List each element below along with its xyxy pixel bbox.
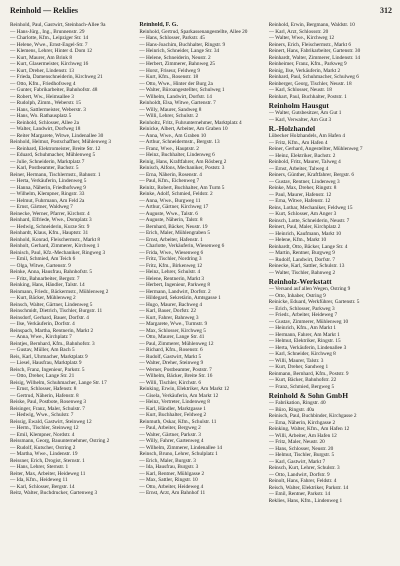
section-heading: Reinhold & Sohn GmbH xyxy=(268,391,349,400)
directory-entry: Reinsch, Bruno, Lehrer, Schulplatz 1 xyxy=(139,451,218,457)
directory-entry: — Hans-Jürg., Ing., Brunnenstr. 29 xyxy=(10,28,85,35)
directory-entry: — Paul, Arbeiter, Bergweg 2 xyxy=(139,425,201,431)
directory-entry: — Hedwig, Wwe., Schulstr. 7 xyxy=(10,412,74,418)
directory-entry: — Büro, Ringstr. 40a xyxy=(268,406,315,413)
directory-entry: — Karl, Gastwirt, Markt 7 xyxy=(268,458,326,465)
directory-entry: — Horst, Friseur, Feldweg 9 xyxy=(139,67,201,74)
directory-entry: — Reinhold, Schlosser, Allee 2a xyxy=(10,119,79,126)
directory-entry: Reinke, Anna, Hausfrau, Bahnhofstr. 5 xyxy=(10,269,93,275)
directory-entry: — Reiter Margarete, Witwe, Lindenallee 30 xyxy=(10,132,104,139)
directory-entry: Reinhart, Paul, Buchhalter, Poststr. 1 xyxy=(268,93,347,100)
directory-entry: Reiners, Erich, Fleischermstr., Markt 6 xyxy=(268,41,352,48)
directory-entry: — Fabrikation, Ringstr. 40 xyxy=(268,400,326,406)
directory-entry: — Martin, Rentner, Burgweg 9 xyxy=(268,250,335,256)
directory-entry: — Erich, Maler, Mühlengraben 5 xyxy=(139,230,211,236)
directory-entry: — Versand auf allen Wegen, Ostring 9 xyxy=(268,286,351,292)
directory-entry: — Martha, Wwe., Lindenstr. 19 xyxy=(10,451,78,457)
directory-entry: Reinmann, Friedr., Bäckermstr., Mühlenweg 2 xyxy=(10,288,109,295)
directory-entry: — Kurt, Bäcker, Bahnhofstr. 22 xyxy=(268,377,337,383)
directory-entry: Reinhardt, Klaus, Kfm., Hauptstr. 31 xyxy=(10,230,89,236)
directory-entry: — Emil, Schmied, Am Teich 6 xyxy=(10,256,76,262)
directory-entry: Reinhold, F. G. xyxy=(139,22,178,28)
directory-entry: — Herbert, Zimmerer, Bahnweg 25 xyxy=(139,61,216,67)
directory-entry: Reins, Lothar, Mechaniker, Feldweg 15 xyxy=(268,204,353,211)
directory-entry: — Auguste, Näherin, Talstr. 8 xyxy=(139,217,203,223)
directory-entry: — Rudolf, Kutscher, Ostring 2 xyxy=(10,444,76,451)
directory-entry: Reinisch, Alfons, Mechaniker, Poststr. 3 xyxy=(139,165,225,171)
directory-entry: Reinsch, Kurt, Lehrer, Schulstr. 3 xyxy=(268,465,340,471)
directory-entry: Reis, Karl, Uhrmacher, Marktplatz 9 xyxy=(10,353,88,360)
directory-entry: — Kurt, Glasermeister, Kirchweg 16 xyxy=(10,61,89,67)
directory-entry: — Kurt, Maurer, Am Brink 8 xyxy=(10,54,73,61)
directory-entry: — Franz, Wwe., Hauptstr. 2 xyxy=(139,145,199,152)
directory-entry: Reiske, Paul, Postbote, Rosenweg 3 xyxy=(10,399,87,405)
directory-entry: — Otto, Wwe., Hinter der Burg 2a xyxy=(139,80,213,87)
directory-entry: — Charlotte, Kfm., Leipziger Str. 14 xyxy=(10,35,89,41)
directory-entry: — Auguste, Wwe., Talstr. 6 xyxy=(139,210,198,217)
directory-entry: — Walter, Büroangestellter, Schulweg 1 xyxy=(139,87,225,93)
directory-entry: — Karl, Postbeamter, Bachstr. 5 xyxy=(10,165,79,171)
directory-entry: Reinking, Erwin, Elektriker, Am Markt 12 xyxy=(139,386,230,392)
directory-entry: — Heinz, Buchhalter, Lindenweg 6 xyxy=(139,152,215,158)
directory-entry: — Helmut, Tischler, Burgstr. 5 xyxy=(268,452,335,458)
entry-columns xyxy=(10,22,392,504)
directory-entry: Reisch, Franz, Ingenieur, Parkstr. 5 xyxy=(10,366,85,373)
section-heading: R.-Holzhandel xyxy=(268,124,316,133)
directory-entry: Reiter, Max, Arbeiter, Heideweg 11 xyxy=(10,470,86,477)
directory-entry: Reissig, Ewald, Gastwirt, Steinweg 12 xyxy=(10,418,92,425)
directory-entry: — Erna, Witwe, Hafenstr. 12 xyxy=(268,198,331,204)
directory-entry: — Gunter, Fabrikarbeiter, Bahnhofstr. 48 xyxy=(10,87,98,93)
directory-entry: — Ernst, Schlosser, Hafenstr. 8 xyxy=(10,386,77,392)
directory-entry: — Hans-Joachim, Buchhalter, Ringstr. 9 xyxy=(139,41,226,48)
directory-entry: — Karl, Schlosser, Bergstr. 14 xyxy=(10,483,75,490)
directory-entry: Reinhold, Gertrud, Sparkassenangestellte, Allee 20 xyxy=(139,28,248,35)
directory-entry: Reinhardt, Otto, Bäcker, Lange Str. 4 xyxy=(268,243,348,250)
directory-entry: — Fritz, Tischler, Nordring 3 xyxy=(139,256,202,262)
directory-entry: — Kurt, Schlosser, Am Anger 3 xyxy=(268,211,337,217)
directory-entry: — Walter, Dreher, Steinweg 9 xyxy=(139,360,204,366)
directory-entry: — Karl, Verwalter, Am Gut 3 xyxy=(268,116,332,123)
directory-entry: Reinking, Hans, Händler, Talstr. 14 xyxy=(10,282,85,288)
directory-entry: — Willi, Tischler, Kirchstr. 6 xyxy=(139,379,202,386)
directory-entry: — Walter, Gärtner, Parkstr. 3 xyxy=(139,431,201,438)
directory-entry: — Willi, Arbeiter, Am Hafen 12 xyxy=(268,432,337,439)
directory-entry: — Hugo, Maurer, Bachweg 4 xyxy=(139,301,203,308)
directory-entry: Reinmuth, Oskar, Kfm., Schulstr. 11 xyxy=(139,418,217,425)
directory-entry: — Heinz, Elektriker, Bachstr. 2 xyxy=(268,152,336,159)
directory-entry: Reinholt, Gerhard, Zimmerer, Kirchweg 1 xyxy=(10,243,100,249)
directory-entry: — Fritz, Kfm., Birkenweg 12 xyxy=(139,262,203,269)
column-2 xyxy=(139,22,262,504)
directory-entry: Reinke, Adolf, Schmied, Feldstr. 2 xyxy=(139,191,213,197)
directory-entry: Reinecke, Karl, Sattler, Schulstr. 13 xyxy=(268,263,345,269)
directory-entry: — Karl, Händler, Marktgasse 1 xyxy=(139,405,206,412)
directory-entry: — Ernst, Arzt, Am Bahnhof 11 xyxy=(139,490,206,496)
directory-entry: — Gisela, Verkäuferin, Am Markt 12 xyxy=(139,392,219,399)
directory-entry: — Willi, Maurer, Talstr. 3 xyxy=(268,357,324,364)
directory-entry: — Hermann, Fahrer, Am Markt 1 xyxy=(268,331,340,338)
directory-entry: — Helmut, Fuhrmann, Am Feld 2a xyxy=(10,197,85,204)
directory-entry: — Wilhelm, Klempner, Ringstr. 33 xyxy=(10,191,85,197)
directory-entry: Reisig, Wilhelm, Schuhmacher, Lange Str. 17 xyxy=(10,379,107,386)
directory-entry: — Ernst, Arbeiter, Hafenstr. 1 xyxy=(139,236,203,243)
directory-entry: Reinig, Hans, Kraftfahrer, Am Rösberg 2 xyxy=(139,158,227,165)
directory-entry: — Werner, Postbeamter, Poststr. 7 xyxy=(139,366,212,373)
directory-entry: — Fritz, Kfm., Am Hafen 4 xyxy=(268,139,328,146)
directory-entry: Reinitz, Robert, Buchhalter, Am Turm 5 xyxy=(139,184,225,191)
directory-entry: — Helene, Rentnerin, Markt 3 xyxy=(139,275,205,282)
directory-entry: — Wilhelm, Zimmerer, Lindenallee 14 xyxy=(139,444,223,451)
directory-entry: — Hans, Lehrer, Sternstr. 1 xyxy=(10,464,69,470)
directory-entry: — Hans, Schlosser, Neustr. 20 xyxy=(268,445,334,452)
directory-entry: — Otto, Landwirt, Dorfstr. 9 xyxy=(268,471,330,478)
directory-entry: Reinicke, Albert, Arbeiter, Am Graben 10 xyxy=(139,126,228,132)
directory-entry: — Hanna, Näherin, Friedhofsweg 9 xyxy=(10,184,86,191)
directory-entry: — Helene, Wwe., Ernst-Engel-Str. 7 xyxy=(10,41,88,48)
directory-entry: Reinert, Hans, Fabrikarbeiter, Gartenstr. 30 xyxy=(268,48,361,54)
directory-entry: Reisinger, Franz, Maler, Schulstr. 7 xyxy=(10,405,85,412)
directory-entry: — Karl, Bauer, Dorfstr. 22 xyxy=(139,308,197,314)
directory-entry: — Bernhard, Bäcker, Neustr. 19 xyxy=(139,223,208,230)
directory-entry: Reitz, Walter, Buchdrucker, Gartenweg 3 xyxy=(10,490,98,496)
directory-entry: Reinschmidt, Dietrich, Tischler, Burgstr. 11 xyxy=(10,308,103,314)
directory-entry: — Julie, Schneiderin, Marktplatz 7 xyxy=(10,158,85,165)
directory-entry: Reinhard, Elfriede, Wwe., Domplatz 3 xyxy=(10,217,92,223)
directory-entry: — Paul, Zimmerer, Mühlenweg 12 xyxy=(139,340,214,347)
page-number: 312 xyxy=(380,6,392,15)
directory-entry: Reinhold, Paul, Gastwirt, Steinbach-Allee 9a xyxy=(10,22,106,28)
directory-entry: Reiner, Hermann, Tischlermstr., Bahnstr. 1 xyxy=(10,171,101,178)
directory-entry: — Eduard, Schuhmacher, Mühlenweg 5 xyxy=(10,152,96,158)
directory-entry: — Hedwig, Schneiderin, Kurze Str. 9 xyxy=(10,223,90,230)
directory-entry: — Rudolf, Gastwirt, Markt 5 xyxy=(139,353,202,360)
directory-entry: — Otto, Dreher, Lange Str. 21 xyxy=(10,373,75,379)
directory-entry: — Liesel, Hausfrau, Marktplatz 9 xyxy=(10,360,82,366)
directory-entry: — Reinhard, Elektromeister, Breite Str. 12 xyxy=(10,145,101,152)
directory-entry: Reinhold, Helmut, Postschaffner, Mühlenweg 3 xyxy=(10,139,112,145)
page-header xyxy=(10,6,392,20)
directory-entry: — Walter, Gutsbesitzer, Am Gut 1 xyxy=(268,110,342,116)
directory-entry: — Ilse, Verkäuferin, Dorfstr. 4 xyxy=(10,321,75,327)
directory-entry: — Margarete, Wwe., Turmstr. 9 xyxy=(139,321,208,327)
section-heading: Reinholz-Werkstatt xyxy=(268,277,332,286)
directory-entry: — Heinz, Lehrer, Schulstr. 4 xyxy=(139,269,201,275)
directory-entry: — Kurt, Dreher, Sandweg 1 xyxy=(268,364,329,370)
directory-entry: — Ida, Hausfrau, Burgstr. 3 xyxy=(139,464,199,470)
directory-entry: — Gustav, Zimmerer, Mühlenweg 10 xyxy=(268,318,349,325)
directory-entry: Reinsch, Lotte, Schneiderin, Neustr. 7 xyxy=(268,217,350,224)
directory-entry: — Kurt, Kfm., Rosenstr. 18 xyxy=(139,74,199,80)
directory-entry: — Karl, Schneider, Kirchweg 8 xyxy=(268,351,336,357)
directory-entry: Reinmann, Bernhard, Kfm., Poststr. 9 xyxy=(268,370,349,377)
directory-entry: — Emil, Rentner, Parkstr. 14 xyxy=(268,491,331,497)
directory-entry: — Heinrich, Kfm., Am Markt 1 xyxy=(268,325,337,331)
directory-entry: — Max, Sattler, Ringstr. 10 xyxy=(139,477,198,483)
directory-entry: — Heinz, Vertreter, Lindenweg 8 xyxy=(139,399,210,405)
directory-entry: — Anna, Wwe., Burgweg 11 xyxy=(139,197,201,204)
directory-entry: — Frieda, Damenschneiderin, Kirchweg 21 xyxy=(10,74,103,80)
directory-entry: — Kurt, Buchhalter, Feldweg 2 xyxy=(139,412,207,418)
directory-entry: — Anna, Wwe., Am Graben 10 xyxy=(139,132,207,139)
directory-entry: — Anna, Wwe., Kirchplatz 7 xyxy=(10,334,72,340)
directory-entry: Reinbold, Fritz, Maurer, Talweg 4 xyxy=(268,159,341,165)
directory-entry: — Gertrud, Näherin, Hafenstr. 8 xyxy=(10,392,79,399)
directory-entry: Reinholdt, Elsa, Witwe, Gartenstr. 7 xyxy=(139,100,216,106)
directory-entry: — Max, Schlosser, Kirchweg 5 xyxy=(139,327,206,334)
directory-entry: — Helene, Schneiderin, Neustr. 2 xyxy=(139,54,211,61)
directory-entry: — Helmut, Elektriker, Ringstr. 15 xyxy=(268,338,341,344)
directory-entry: — Willy, Fahrer, Gartenweg 4 xyxy=(139,438,204,444)
directory-entry: — Franz, Schmied, Bergweg 5 xyxy=(268,383,335,390)
directory-entry: — Karl, Rentner, Mühlgasse 2 xyxy=(139,470,205,477)
directory-entry: Reinert, Paul, Maler, Kirchplatz 2 xyxy=(268,224,341,230)
directory-entry: — Walter, Wwe., Kirchweg 12 xyxy=(268,35,335,41)
directory-entry: Reinholtz, Fritz, Fuhrunternehmer, Marktplatz 4 xyxy=(139,119,242,126)
directory-entry: — Emil, Klempner, Nordstr. 4 xyxy=(10,431,75,438)
directory-entry: Reinheimer, Franz, Kfm., Parkweg 9 xyxy=(268,61,347,67)
directory-entry: — Friedr., Arbeiter, Heideweg 7 xyxy=(268,312,338,318)
directory-entry: — Herta, Verkäuferin, Lindenweg 5 xyxy=(10,178,87,184)
directory-entry: — Herm., Tischler, Steinweg 12 xyxy=(10,425,79,431)
directory-entry: — Erna, Näherin, Rosenstr. 4 xyxy=(139,171,202,178)
directory-entry: Reinke, Max, Dreher, Ringstr. 8 xyxy=(268,185,337,191)
directory-entry: — Herta, Verkäuferin, Lindenallee 3 xyxy=(268,344,347,351)
directory-entry: — Willi, Lehrer, Schulstr. 2 xyxy=(139,113,199,119)
directory-entry: — Klemens, Lehrer, Hinter d. Dom 12 xyxy=(10,48,93,54)
directory-entry: — Fritz, Maler, Neustr. 20 xyxy=(268,439,325,445)
directory-entry: Reinhold, Konrad, Fleischermstr., Markt 8 xyxy=(10,236,101,243)
directory-entry: Reinberger, Georg, Tischler, Neustr. 18 xyxy=(268,80,352,87)
directory-entry: Reinsch, Walter, Gärtner, Lindenweg 5 xyxy=(10,301,93,308)
directory-entry: — Gustav, Müller, Am Bach 5 xyxy=(10,347,75,353)
directory-entry: — Charlotte, Verkäuferin, Wiesenweg 6 xyxy=(139,243,225,249)
directory-entry: Reissmann, Georg, Bauunternehmer, Ostring 2 xyxy=(10,438,110,444)
directory-entry: Reinsdorf, Gerhard, Bauer, Dorfstr. 4 xyxy=(10,314,89,321)
directory-entry: — Hans, Wo. Rathausplatz 5 xyxy=(10,113,72,119)
directory-entry: — Willy, Maurer, Sandweg 8 xyxy=(139,106,202,113)
column-1 xyxy=(10,22,133,504)
directory-entry: — Paul, Kfm., Eichenweg 7 xyxy=(139,178,200,184)
column-3 xyxy=(269,22,392,504)
directory-entry: Reinisch, Paul, Buchbinder, Kirchgasse 2 xyxy=(268,413,357,419)
directory-entry: — Kurt, Bäcker, Mühlenweg 2 xyxy=(10,295,76,301)
directory-entry: — Walter, Landwirt, Dorfweg 18 xyxy=(10,126,81,132)
directory-entry: — Hildegard, Sekretärin, Amtsgasse 1 xyxy=(139,295,221,301)
directory-entry: — Erich, Maler, Burgstr. 3 xyxy=(139,457,196,464)
directory-entry: — Ernst, Arbeiter, Talweg 4 xyxy=(268,165,329,172)
directory-entry: Reintjes, Bernhard, Kfm., Bahnhofstr. 3 xyxy=(10,340,95,347)
directory-entry: — Walter, Tischler, Bahnweg 2 xyxy=(268,269,336,276)
directory-entry: — Arthur, Gärtner, Kirchweg 17 xyxy=(139,204,209,210)
directory-entry: — Wilhelm, Bäcker, Breite Str. 16 xyxy=(139,373,213,379)
directory-entry: — Helene, Kfm., Markt 10 xyxy=(268,237,327,243)
directory-entry: Reinicke, Eduard, Werkführer, Gartenstr. 5 xyxy=(268,299,360,305)
directory-entry: Reinhard, Paul, Schuhmacher, Schulweg 6 xyxy=(268,74,359,80)
section-heading: Reinholm Hausgut xyxy=(268,101,329,110)
directory-entry: — Gustav, Rentner, Lindenweg 3 xyxy=(268,178,340,185)
directory-entry: — Arthur, Schneidermstr., Bergstr. 13 xyxy=(139,139,220,145)
directory-entry: — Erich, Schlosser, Parkweg 3 xyxy=(268,305,335,312)
directory-entry: Reinhold, Erwin, Bergmann, Waldstr. 10 xyxy=(268,22,355,28)
directory-entry: Reinspach, Martha, Rentnerin, Markt 2 xyxy=(10,327,94,334)
directory-entry: Reiner, Gerhard, Angestellter, Mühlenweg 7 xyxy=(268,146,363,152)
directory-entry: — Otto, Maurer, Lange Str. 41 xyxy=(139,334,205,340)
directory-entry: — Ernst, Gärtner, Waldweg 7 xyxy=(10,204,73,210)
directory-entry: — Otto, Inhaber, Ostring 9 xyxy=(268,292,326,299)
running-head: Reinhold — Reklies xyxy=(10,6,79,15)
directory-entry: Reinig, Ilse, Verkäuferin, Markt 2 xyxy=(268,67,341,74)
directory-entry: Reiners, Günther, Kraftfahrer, Bergstr. 6 xyxy=(268,172,355,178)
directory-entry: — Rudolph, Zimm., Weberstr. 15 xyxy=(10,100,81,106)
directory-entry: — Richard, Kfm., Rosenstr. 6 xyxy=(139,347,203,353)
directory-entry: — Karl, Arzt, Schlossstr. 20 xyxy=(268,28,329,35)
directory-entry: — Wilhelm, Landwirt, Dorfstr. 14 xyxy=(139,93,212,100)
directory-entry: — Ida, Kfm., Heideweg 11 xyxy=(10,477,68,483)
directory-entry: — Otto, Kfm., Friedhofsweg 4 xyxy=(10,80,76,87)
directory-entry: — Olga, Witwe, Gartenstr. 9 xyxy=(10,262,71,269)
directory-entry: Reinecke, Werner, Pfarrer, Kirchstr. 4 xyxy=(10,210,90,217)
directory-entry: Lübecker Holzhandels, Am Hafen 4 xyxy=(268,133,345,139)
directory-entry: — Robert, Ww., Heimsallee 3 xyxy=(10,93,74,100)
directory-entry: — Frida, Wwe., Wiesenweg 6 xyxy=(139,249,204,256)
directory-entry: Reinhardt, Walter, Zimmerer, Lindenstr. 14 xyxy=(268,54,361,61)
directory-entry: — Otto, Arbeiter, Heideweg 4 xyxy=(139,483,204,490)
directory-entry: Reisch, Walter, Elektriker, Parkstr. 14 xyxy=(268,484,349,491)
directory-entry: — Heinrich, Schneider, Lange Str. 34 xyxy=(139,48,220,54)
directory-entry: — Hans, Schlosser, Parkstr. 45 xyxy=(139,35,205,41)
directory-entry: Reissner, Erich, Drogist, Sternstr. 1 xyxy=(10,457,85,464)
directory-entry: — Kurt, Dreher, Lindenstr. 13 xyxy=(10,67,75,74)
directory-entry: — Erna, Näherin, Kirchgasse 2 xyxy=(268,419,336,426)
directory-entry: — Rudolf, Landwirt, Dorfstr. 7 xyxy=(268,256,336,263)
directory-entry: Reklies, Hans, Kfm., Lindenweg 1 xyxy=(268,497,343,504)
directory-entry: — Kurt, Fahrer, Bahnweg 3 xyxy=(139,314,199,321)
directory-entry: — Herbert, Ingenieur, Parkweg 8 xyxy=(139,282,211,288)
directory-entry: Reinking, Walter, Kfm., Am Hafen 12 xyxy=(268,426,350,432)
directory-entry: — Hans, Sattlermeister, Weberstr. 3 xyxy=(10,106,86,113)
directory-entry: Reinisch, Paul, Kfz.-Mechaniker, Ringweg 3 xyxy=(10,249,106,256)
directory-entry: — Fritz, Bahnarbeiter, Bergstr. 7 xyxy=(10,275,80,282)
directory-entry: Reinolt, Hans, Fahrer, Feldstr. 4 xyxy=(268,478,337,484)
directory-entry: — Paul, Maurer, Hafenstr. 12 xyxy=(268,191,332,198)
directory-entry: — Karl, Schlosser, Neustr. 18 xyxy=(268,87,332,93)
directory-entry: — Hermann, Landwirt, Dorfstr. 2 xyxy=(139,288,211,295)
directory-entry: — Heinrich, Kaufmann, Markt 10 xyxy=(268,230,342,237)
